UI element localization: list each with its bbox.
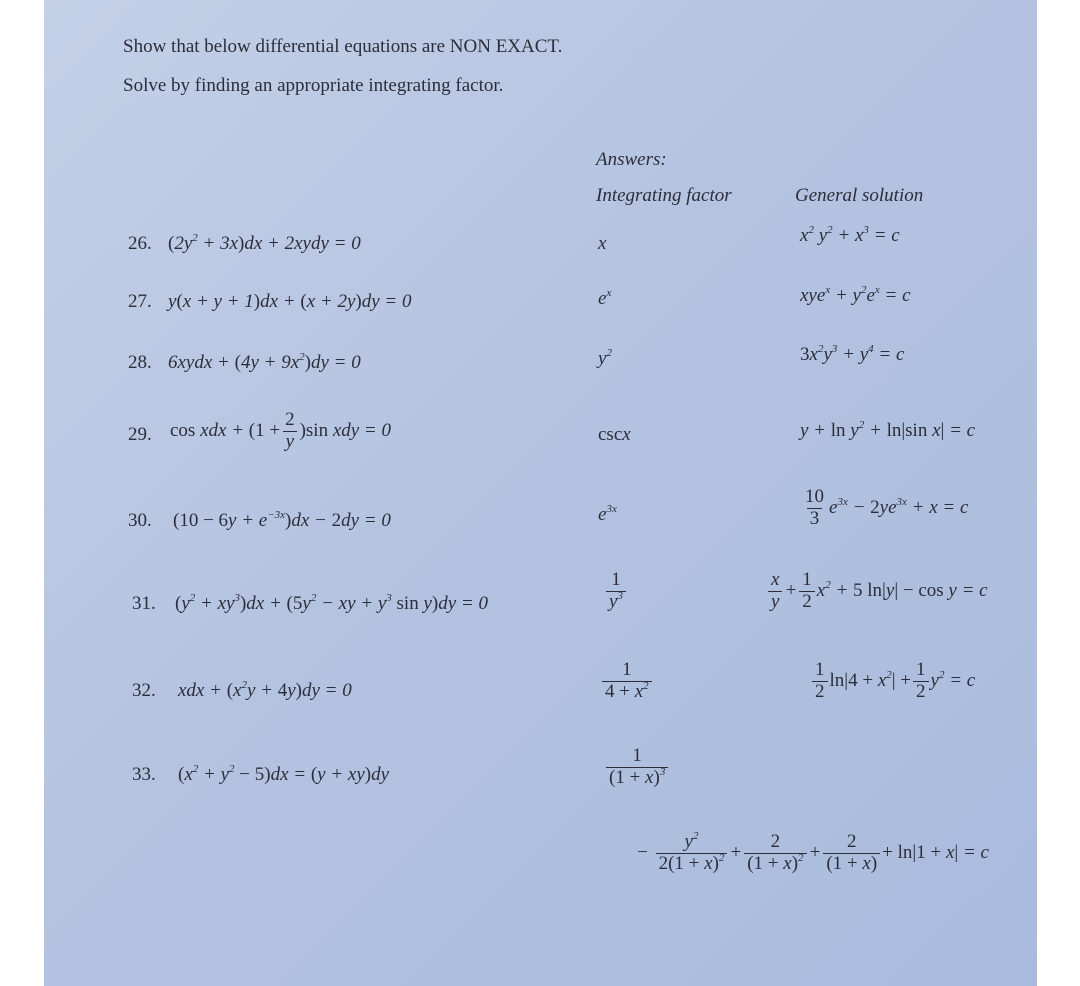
factor-28: $y^2$ [598, 347, 612, 369]
problem-number-33: 33. [132, 764, 156, 785]
problem-number-27: 27. [128, 291, 152, 312]
factor-30: $e^{3x}$ [598, 503, 617, 525]
solution-27: $xye^x + y^2e^x = c$ [800, 284, 911, 306]
equation-26: $(2y^2 + 3x)dx$ + 2xydy = 0 [168, 232, 361, 254]
general-solution-heading: General solution [795, 185, 924, 206]
equation-27: y(x + y + 1)dx + (x + 2y)dy = 0 [168, 291, 412, 312]
equation-32: xdx + $(x^2y + 4y)dy = 0$ [178, 679, 352, 701]
equation-29: cos xdx + (1 + $\frac{2}{y}$ )sin xdy = 0 [170, 409, 391, 452]
equation-33: $(x^2 + y^2 - 5)dx = (y + xy)dy$ [178, 763, 390, 785]
factor-31: $\frac{1}{y^3}$ [604, 570, 628, 613]
equation-28: 6xydx + $(4y + 9x^2)dy = 0$ [168, 351, 361, 373]
factor-27: $e^x$ [598, 287, 612, 309]
solution-32: $\frac{1}{2}$ $\ln|4 + x^2|$ + $\frac{1}{2}$ $y^2 = c$ [810, 660, 975, 703]
integrating-factor-heading: Integrating factor [596, 185, 732, 206]
problem-number-26: 26. [128, 233, 152, 254]
solution-29: $y + \ln y^2 + \ln|\sin$ x| = c [800, 419, 976, 441]
solution-31: $\frac{x}{y}$ + $\frac{1}{2}$ $x^2 + 5$ ln|y| − cos y = c [766, 570, 988, 613]
equation-30: $(10 - 6y + e^{-3x})dx - 2dy = 0$ [173, 509, 391, 531]
factor-32: $\frac{1}{4 + x^2}$ [600, 660, 654, 703]
problem-number-28: 28. [128, 352, 152, 373]
equation-31: $(y^2 + xy^3)dx + (5y^2$ − xy + $y^3$ sin y)dy = 0 [175, 592, 488, 614]
solution-26: $x^2$ $y^2 + x^3 = c$ [800, 224, 900, 246]
problem-number-31: 31. [132, 593, 156, 614]
factor-33: $\frac{1}{(1 + x)^3}$ [604, 746, 670, 789]
factor-26: x [598, 233, 607, 254]
solution-33: − $\frac{y^2}{2(1 + x)^2}$ + $\frac{2}{(1 + x)^2}$ + $\frac{2}{(1 + x)}$ + ln|1 + x| = c [636, 830, 989, 874]
solution-30: $\frac{10}{3}$ $e^{3x} - 2ye^{3x} + x = c$ [805, 486, 969, 529]
solution-28: $3x^2y^3 + y^4 = c$ [800, 343, 905, 365]
problem-number-29: 29. [128, 424, 152, 445]
problem-number-32: 32. [132, 680, 156, 701]
answers-heading: Answers: [596, 149, 667, 170]
instruction-line-2: Solve by finding an appropriate integrating factor. [123, 75, 504, 96]
problem-number-30: 30. [128, 510, 152, 531]
factor-29: cscx [598, 424, 631, 445]
instruction-line-1: Show that below differential equations are NON EXACT. [123, 36, 563, 57]
